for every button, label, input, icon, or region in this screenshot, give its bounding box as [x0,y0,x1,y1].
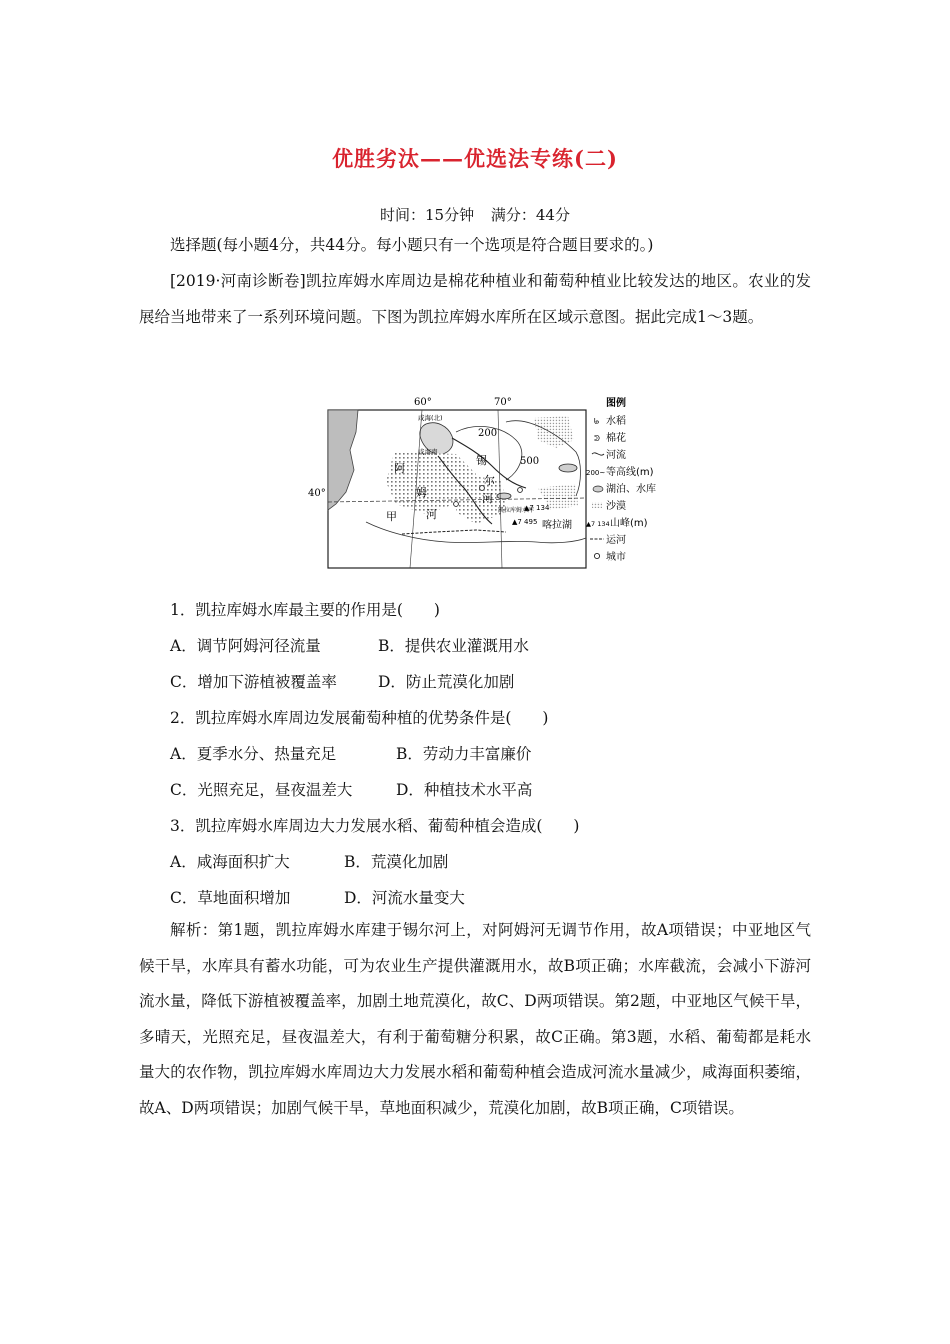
legend-cotton: 棉花 [606,433,626,444]
rice-icon: ᖚ [594,417,600,426]
intro-paragraph: [2019·河南诊断卷]凯拉库姆水库周边是棉花种植业和葡萄种植业比较发达的地区。农业的发展给当地带来了一系列环境问题。下图为凯拉库姆水库所在区域示意图。据此完成1～3题。 [139,272,811,326]
question-1-options-row-2 [170,670,514,692]
syr-char-1: 锡 [476,454,487,467]
question-1-options-row-1 [170,634,529,656]
q2-option-c[interactable]: C．光照充足，昼夜温差大 [170,781,353,799]
question-2-options-row-1 [170,742,531,764]
legend-title: 图例 [606,398,626,409]
aral-label: 咸海(北) [418,414,443,422]
reservoir-shape [497,493,511,499]
q3-option-b[interactable]: B．荒漠化加剧 [344,853,449,871]
region-map-figure [306,392,656,572]
q1-option-c[interactable]: C．增加下游植被覆盖率 [170,673,337,691]
question-2-stem: 2．凯拉库姆水库周边发展葡萄种植的优势条件是( ) [170,709,549,727]
river-legend-icon [592,453,604,455]
legend-lake: 湖泊、水库 [606,484,656,495]
full-score: 满分：44分 [490,206,570,224]
q3-option-c[interactable]: C．草地面积增加 [170,889,291,907]
page-title: 优胜劣汰——优选法专练(二) [332,146,618,171]
lon-label-70: 70° [494,397,512,408]
legend-desert: 沙漠 [606,501,626,512]
peak-label-2: ▲7 495 [512,518,538,526]
question-2-options-row-2 [170,778,532,800]
peak-label-1: ▲7 134 [524,504,550,512]
time-limit: 时间：15分钟 [380,206,475,224]
question-1-stem: 1．凯拉库姆水库最主要的作用是( ) [170,601,440,619]
city-marker-2 [518,488,523,493]
q3-option-d[interactable]: D．河流水量变大 [344,889,465,907]
jia-label: 甲 [386,510,397,523]
desert-legend-icon [592,502,602,508]
contour-label-500: 500 [520,456,540,467]
map-legend [586,396,656,563]
legend-peak-prefix: ▲7 134 [586,520,610,528]
q1-option-d[interactable]: D．防止荒漠化加剧 [378,673,515,691]
q2-option-b[interactable]: B．劳动力丰富廉价 [396,745,532,763]
question-3-options-row-2 [170,886,465,908]
legend-river: 河流 [606,450,626,461]
lake-legend-icon [593,486,603,492]
contour-label-200: 200 [478,428,498,439]
legend-city: 城市 [606,552,626,563]
legend-peak: 山峰(m) [610,518,648,529]
amu-char-1: 阿 [394,462,405,475]
lat-label-40: 40° [308,488,326,499]
q2-option-d[interactable]: D．种植技术水平高 [396,781,533,799]
legend-contour-prefix: 200~ [586,469,606,477]
kairakkum-label: 凯拉库姆水库 [498,507,535,514]
aral-south-label: 咸海南 [418,448,438,456]
q1-option-a[interactable]: A．调节阿姆河径流量 [170,637,321,655]
legend-canal: 运河 [606,535,626,546]
syr-char-3: 河 [482,492,493,505]
instruction-text: 选择题(每小题4分，共44分。每小题只有一个选项是符合题目要求的。) [170,236,654,254]
legend-rice: 水稻 [606,416,626,427]
cotton-icon: ᕲ [594,434,600,443]
q1-option-b[interactable]: B．提供农业灌溉用水 [378,637,529,655]
city-legend-icon [594,553,599,558]
analysis-paragraph: 解析：第1题，凯拉库姆水库建于锡尔河上，对阿姆河无调节作用，故A项错误；中亚地区气候干旱，水库具有蓄水功能，可为农业生产提供灌溉用水，故B项正确；水库截流，会减小下游河流水量，降低下游植被覆盖率，加剧土地荒漠化，故C、D两项错误。第2题，中亚地区气候干旱，多晴天，光照充足，昼夜温差大，有利于葡萄糖分积累，故C正确。第3题，水稻、葡萄都是耗水量大的农作物，凯拉库姆水库周边大力发展水稻和葡萄种植会造成河流水量减少，咸海面积萎缩，故A、D两项错误；加剧气候干旱，草地面积减少，荒漠化加剧，故B项正确，C项错误。 [139,921,811,1117]
q2-option-a[interactable]: A．夏季水分、热量充足 [170,745,337,763]
legend-contour: 等高线(m) [606,467,654,478]
city-marker-3 [454,502,459,507]
q3-option-a[interactable]: A．咸海面积扩大 [170,853,290,871]
lon-label-60: 60° [414,397,432,408]
exam-meta [0,204,950,225]
karakul-label: 喀拉湖 [542,520,572,531]
question-3-options-row-1 [170,850,448,872]
syr-char-2: 尔 [484,474,495,487]
karakul-lake-shape [559,464,577,472]
amu-char-2: 姆 [416,486,427,499]
question-3-stem: 3．凯拉库姆水库周边大力发展水稻、葡萄种植会造成( ) [170,817,580,835]
amu-char-3: 河 [426,508,437,521]
